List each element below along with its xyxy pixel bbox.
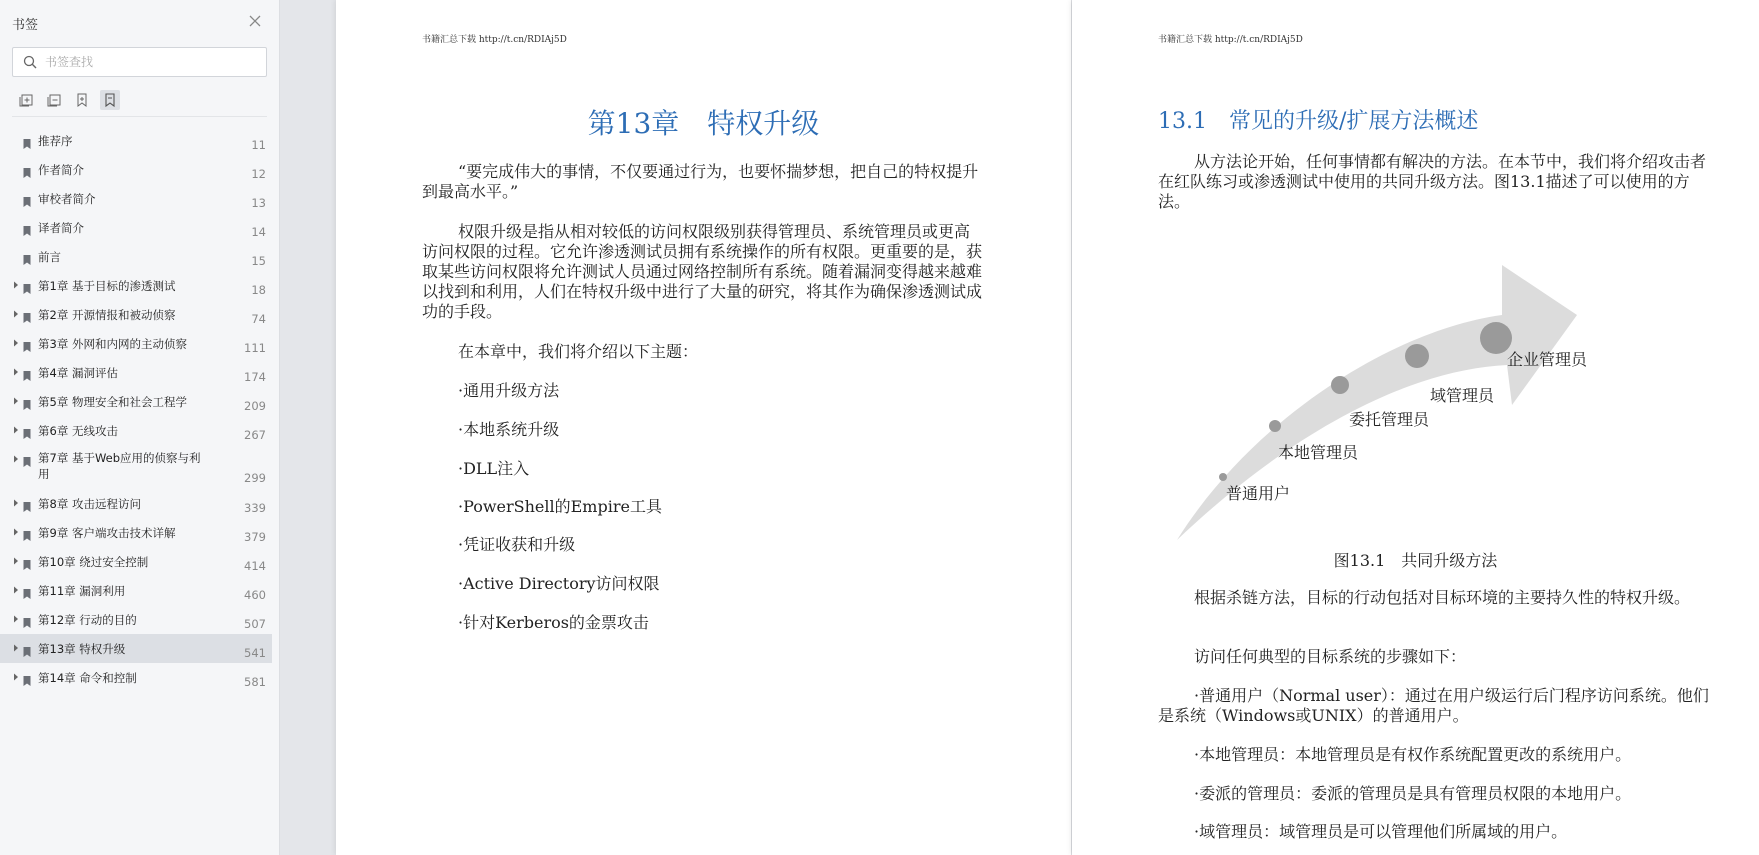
- bookmark-flag-icon: [22, 396, 32, 408]
- bookmark-label: 第6章 无线攻击: [38, 423, 118, 438]
- bookmark-label: 第8章 攻击远程访问: [38, 496, 141, 511]
- expand-arrow-icon[interactable]: [12, 499, 20, 509]
- step-item: ·普通用户（Normal user）：通过在用户级运行后门程序访问系统。他们是系统（Windows或UNIX）的普通用户。: [1158, 686, 1709, 725]
- chapter-title: 第13章 特权升级: [587, 107, 820, 140]
- bookmark-page-number: 379: [244, 530, 266, 544]
- step-item: ·委派的管理员：委派的管理员是具有管理员权限的本地用户。: [1194, 784, 1632, 803]
- bookmark-list: [0, 126, 280, 692]
- bookmark-item[interactable]: [0, 242, 272, 271]
- bookmark-item[interactable]: [0, 634, 272, 663]
- step-item: ·本地管理员：本地管理员是有权作系统配置更改的系统用户。: [1194, 745, 1632, 764]
- bookmark-page-number: 111: [244, 341, 266, 355]
- bookmark-flag-icon: [22, 367, 32, 379]
- bookmark-item[interactable]: [0, 271, 272, 300]
- bookmark-search-box[interactable]: [12, 47, 267, 77]
- bookmark-flag-icon: [22, 135, 32, 147]
- bookmark-item[interactable]: [0, 445, 272, 489]
- figure-caption: 图13.1 共同升级方法: [1333, 551, 1498, 570]
- bookmark-page-number: 299: [244, 471, 266, 485]
- expand-arrow-icon[interactable]: [12, 397, 20, 407]
- bookmark-toolbar: [16, 90, 120, 110]
- bookmark-item[interactable]: [0, 547, 272, 576]
- running-head: 书籍汇总下载 http://t.cn/RDIAj5D: [422, 35, 567, 45]
- bookmark-flag-icon: [22, 280, 32, 292]
- bookmark-item[interactable]: [0, 416, 272, 445]
- bookmark-label: 第4章 漏洞评估: [38, 365, 118, 380]
- bookmark-item[interactable]: [0, 184, 272, 213]
- bookmark-label: 第13章 特权升级: [38, 641, 126, 656]
- expand-arrow-icon[interactable]: [12, 455, 20, 465]
- topic-item: ·PowerShell的Empire工具: [458, 497, 662, 516]
- bookmark-page-number: 267: [244, 428, 266, 442]
- collapse-all-icon[interactable]: [44, 90, 64, 110]
- bookmark-item[interactable]: [0, 213, 272, 242]
- bookmark-page-number: 15: [251, 254, 266, 268]
- bookmark-flag-icon: [22, 672, 32, 684]
- bookmark-page-number: 581: [244, 675, 266, 689]
- bookmark-page-number: 11: [251, 138, 266, 152]
- chapter-quote: “要完成伟大的事情，不仅要通过行为，也要怀揣梦想，把自己的特权提升到最高水平。”: [422, 162, 979, 201]
- bookmark-label: 第5章 物理安全和社会工程学: [38, 394, 187, 409]
- bookmark-page-number: 18: [251, 283, 266, 297]
- bookmark-page-number: 174: [244, 370, 266, 384]
- bookmark-flag-icon: [22, 643, 32, 655]
- expand-arrow-icon[interactable]: [12, 644, 20, 654]
- bookmark-page-number: 209: [244, 399, 266, 413]
- topic-item: ·本地系统升级: [458, 420, 560, 439]
- bookmark-page-number: 13: [251, 196, 266, 210]
- document-viewer[interactable]: [280, 0, 1759, 855]
- figure-label: 本地管理员: [1278, 443, 1359, 462]
- bookmark-item[interactable]: [0, 329, 272, 358]
- bookmark-page-number: 414: [244, 559, 266, 573]
- bookmark-flag-icon: [22, 527, 32, 539]
- level-dot: [1331, 376, 1349, 394]
- level-dot: [1405, 344, 1429, 368]
- figure-label: 域管理员: [1430, 386, 1495, 405]
- expand-arrow-icon[interactable]: [12, 281, 20, 291]
- bookmark-flag-icon: [22, 614, 32, 626]
- close-icon[interactable]: [246, 14, 264, 32]
- bookmark-flag-icon: [22, 338, 32, 350]
- expand-arrow-icon[interactable]: [12, 339, 20, 349]
- bookmark-label: 第14章 命令和控制: [38, 670, 137, 685]
- expand-arrow-icon[interactable]: [12, 528, 20, 538]
- expand-all-icon[interactable]: [16, 90, 36, 110]
- bookmark-flag-icon: [22, 556, 32, 568]
- bookmark-page-number: 507: [244, 617, 266, 631]
- running-head: 书籍汇总下载 http://t.cn/RDIAj5D: [1158, 35, 1303, 45]
- figure-label: 普通用户: [1226, 484, 1291, 503]
- bookmark-label: 第7章 基于Web应用的侦察与利用: [38, 451, 201, 481]
- expand-arrow-icon[interactable]: [12, 586, 20, 596]
- figure-label: 委托管理员: [1349, 410, 1430, 429]
- bookmark-page-number: 14: [251, 225, 266, 239]
- bookmark-item[interactable]: [0, 518, 272, 547]
- bookmark-item[interactable]: [0, 126, 272, 155]
- bookmark-label: 第2章 开源情报和被动侦察: [38, 307, 176, 322]
- bookmark-flag-icon: [22, 222, 32, 234]
- bookmark-page-number: 74: [251, 312, 266, 326]
- bookmark-label: 前言: [38, 249, 61, 264]
- figure-label: 企业管理员: [1507, 350, 1588, 369]
- bookmark-flag-icon: [22, 585, 32, 597]
- expand-arrow-icon[interactable]: [12, 368, 20, 378]
- topics-intro: 在本章中，我们将介绍以下主题：: [458, 342, 699, 361]
- bookmark-label: 第9章 客户端攻击技术详解: [38, 525, 176, 540]
- search-icon: [21, 53, 39, 71]
- section-paragraph: 根据杀链方法，目标的行动包括对目标环境的主要持久性的特权升级。: [1194, 588, 1691, 607]
- bookmark-label: 审校者简介: [38, 191, 96, 206]
- bookmark-flag-icon: [22, 193, 32, 205]
- topic-item: ·Active Directory访问权限: [458, 574, 660, 593]
- bookmark-flag-icon: [22, 164, 32, 176]
- step-item: ·域管理员：域管理员是可以管理他们所属域的用户。: [1194, 822, 1568, 841]
- bookmark-item[interactable]: [0, 489, 272, 518]
- bookmark-page-number: 339: [244, 501, 266, 515]
- bookmark-flag-icon: [22, 251, 32, 263]
- section-paragraph: 从方法论开始，任何事情都有解决的方法。在本节中，我们将介绍攻击者在红队练习或渗透测试中使用的共同升级方法。图13.1描述了可以使用的方法。: [1158, 152, 1707, 211]
- bookmark-item[interactable]: [0, 155, 272, 184]
- topic-item: ·针对Kerberos的金票攻击: [458, 613, 649, 632]
- section-title: 13.1 常见的升级/扩展方法概述: [1158, 109, 1479, 134]
- bookmark-label: 第3章 外网和内网的主动侦察: [38, 336, 187, 351]
- level-dot: [1219, 473, 1227, 481]
- bookmark-page-number: 460: [244, 588, 266, 602]
- bookmark-label: 作者简介: [38, 162, 84, 177]
- bookmark-flag-icon: [22, 453, 32, 465]
- expand-arrow-icon[interactable]: [12, 426, 20, 436]
- bookmark-flag-icon: [22, 309, 32, 321]
- expand-arrow-icon[interactable]: [12, 310, 20, 320]
- bookmark-item[interactable]: [0, 358, 272, 387]
- bookmark-item[interactable]: [0, 605, 272, 634]
- bookmark-flag-icon: [22, 425, 32, 437]
- chapter-intro: 权限升级是指从相对较低的访问权限级别获得管理员、系统管理员或更高访问权限的过程。它允许渗透测试员拥有系统操作的所有权限。更重要的是，获取某些访问权限将允许测试人员通过网络控制所有系统。随着漏洞变得越来越难以找到和利用，人们在特权升级中进行了大量的研究，将其作为确保渗透测试成功的手段。: [422, 222, 983, 321]
- section-paragraph: 访问任何典型的目标系统的步骤如下：: [1194, 647, 1467, 666]
- expand-arrow-icon[interactable]: [12, 615, 20, 625]
- bookmark-icon[interactable]: [100, 90, 120, 110]
- expand-arrow-icon[interactable]: [12, 673, 20, 683]
- bookmark-page-number: 541: [244, 646, 266, 660]
- bookmark-label: 第12章 行动的目的: [38, 612, 137, 627]
- bookmark-sidebar: [0, 0, 280, 855]
- bookmark-search-input[interactable]: [45, 55, 255, 69]
- bookmark-label: 第1章 基于目标的渗透测试: [38, 278, 176, 293]
- bookmark-label: 推荐序: [38, 133, 73, 148]
- bookmark-label: 第10章 绕过安全控制: [38, 554, 149, 569]
- bookmark-flag-icon: [22, 498, 32, 510]
- bookmark-label: 译者简介: [38, 220, 84, 235]
- sidebar-title: 书签: [12, 18, 39, 33]
- level-dot: [1269, 420, 1281, 432]
- bookmark-item[interactable]: [0, 576, 272, 605]
- topic-item: ·通用升级方法: [458, 381, 560, 400]
- bookmark-page-number: 12: [251, 167, 266, 181]
- right-page: [1072, 0, 1759, 855]
- topic-item: ·凭证收获和升级: [458, 535, 576, 554]
- left-page: [336, 0, 1071, 855]
- sidebar-divider: [12, 116, 267, 117]
- bookmark-label: 第11章 漏洞利用: [38, 583, 126, 598]
- topic-item: ·DLL注入: [458, 459, 530, 478]
- bookmark-item[interactable]: [0, 663, 272, 692]
- bookmark-item[interactable]: [0, 387, 272, 416]
- bookmark-item[interactable]: [0, 300, 272, 329]
- add-bookmark-icon[interactable]: [72, 90, 92, 110]
- expand-arrow-icon[interactable]: [12, 557, 20, 567]
